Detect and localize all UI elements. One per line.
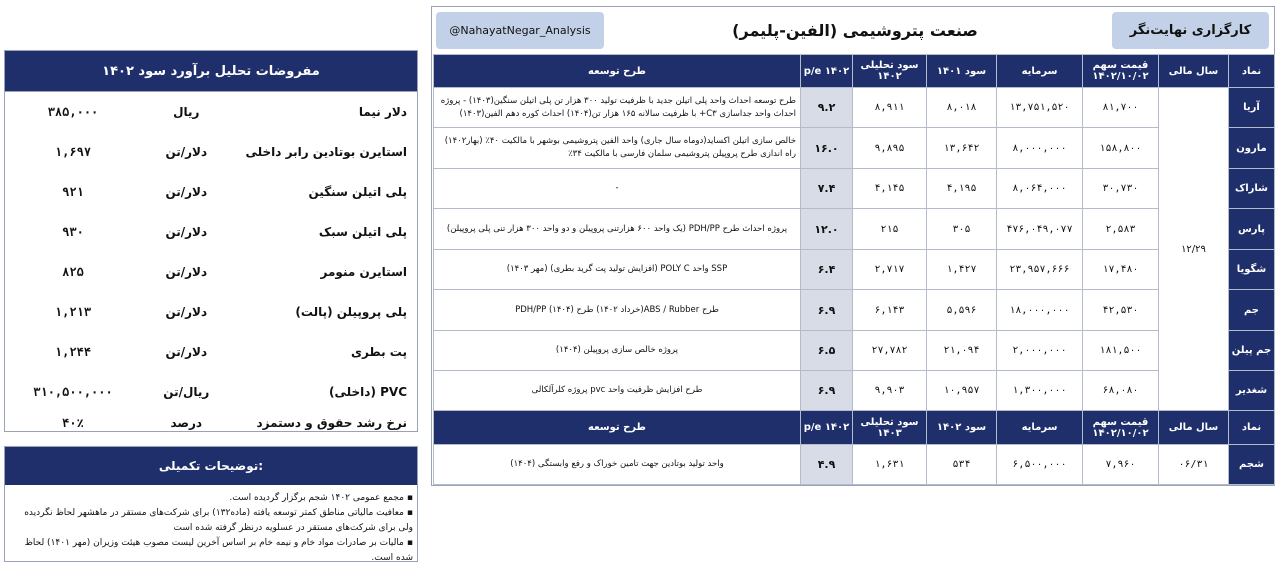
- table-row: [434, 169, 1275, 209]
- companies-table: [433, 54, 1275, 411]
- assumptions-panel: [4, 50, 418, 432]
- plan-cell: واحد تولید بوتادین جهت تامین خوراک و رفع وابستگی (۱۴۰۴): [434, 445, 801, 485]
- symbol-cell: شاراک: [1229, 169, 1275, 209]
- symbol-cell: مارون: [1229, 128, 1275, 169]
- eps-1401-cell: ۱۰,۹۵۷: [927, 371, 997, 411]
- table-row: [434, 371, 1275, 411]
- eps-1402-cell: ۴,۱۴۵: [853, 169, 927, 209]
- assumption-item: پلی پروپیلن (پالت): [295, 305, 407, 319]
- assumption-value: ۹۲۱: [62, 185, 84, 199]
- assumption-row: [5, 332, 417, 372]
- plan-cell: پروژه خالص سازی پروپیلن (۱۴۰۴): [434, 331, 801, 371]
- price-cell: ۷,۹۶۰: [1083, 445, 1159, 485]
- pe-cell: ۷.۴: [801, 169, 853, 209]
- table-header-row: [434, 55, 1275, 88]
- assumption-row: [5, 412, 417, 434]
- assumption-unit: دلار/تن: [165, 225, 208, 239]
- assumption-item: نرخ رشد حقوق و دستمزد: [256, 416, 407, 430]
- assumption-row: [5, 212, 417, 252]
- notes-title: توضیحات تکمیلی:: [5, 447, 417, 485]
- header-plan: طرح توسعه: [434, 55, 801, 88]
- pe-cell: ۹.۲: [801, 88, 853, 128]
- symbol-cell: شگویا: [1229, 250, 1275, 290]
- header-capital: سرمایه: [997, 411, 1083, 445]
- assumption-unit: ریال: [173, 105, 200, 119]
- pe-cell: ۶.۵: [801, 331, 853, 371]
- price-cell: ۴۲,۵۳۰: [1083, 290, 1159, 331]
- shajam-table: [433, 410, 1275, 485]
- brokerage-badge: کارگزاری نهایت‌نگر: [1112, 12, 1269, 49]
- assumption-row: [5, 92, 417, 132]
- eps-1401-cell: ۳۰۵: [927, 209, 997, 250]
- capital-cell: ۸,۰۶۴,۰۰۰: [997, 169, 1083, 209]
- assumption-item: پلی اتیلن سبک: [318, 225, 407, 239]
- eps-1403-cell: ۱,۶۳۱: [853, 445, 927, 485]
- social-handle-badge: @NahayatNegar_Analysis: [436, 12, 604, 49]
- assumption-row: [5, 172, 417, 212]
- assumption-unit: دلار/تن: [165, 305, 208, 319]
- symbol-cell: شغدیر: [1229, 371, 1275, 411]
- capital-cell: ۴۷۶,۰۴۹,۰۷۷: [997, 209, 1083, 250]
- assumption-item: پت بطری: [350, 345, 407, 359]
- symbol-cell: شجم: [1229, 445, 1275, 485]
- header-price: قیمت سهم ۱۴۰۲/۱۰/۰۲: [1083, 411, 1159, 445]
- header-plan: طرح توسعه: [434, 411, 801, 445]
- eps-1401-cell: ۵,۵۹۶: [927, 290, 997, 331]
- plan-cell: SSP واحد POLY C (افزایش تولید پت گرید بطری) (مهر ۱۴۰۳): [434, 250, 801, 290]
- notes-list: [9, 491, 413, 566]
- header-eps-1403: سود تحلیلی ۱۴۰۳: [853, 411, 927, 445]
- table-row: [434, 331, 1275, 371]
- header-eps-1402: سود ۱۴۰۲: [927, 411, 997, 445]
- assumption-value: ۹۳۰: [62, 225, 84, 239]
- assumption-unit: ریال/تن: [163, 385, 210, 399]
- eps-1401-cell: ۱۳,۶۴۲: [927, 128, 997, 169]
- header-symbol: نماد: [1229, 55, 1275, 88]
- table-row: [434, 290, 1275, 331]
- assumption-value: ۱,۶۹۷: [54, 145, 92, 159]
- pe-cell: ۶.۴: [801, 250, 853, 290]
- symbol-cell: جم: [1229, 290, 1275, 331]
- assumption-value: ۱,۲۱۳: [54, 305, 92, 319]
- table-row: [434, 250, 1275, 290]
- assumption-value: ۱,۲۴۴: [54, 345, 92, 359]
- price-cell: ۲,۵۸۳: [1083, 209, 1159, 250]
- pe-cell: ۶.۹: [801, 290, 853, 331]
- plan-cell: -: [434, 169, 801, 209]
- plan-cell: طرح توسعه احداث واحد پلی اتیلن جدید با ظرفیت تولید ۳۰۰ هزار تن پلی اتیلن سنگین(۱۴۰۳) - پروژه احداث واحد جداسازی C۳+ با ظرفیت سالانه ۱۶۵ هزار تن(۱۴۰۴) احداث کوره دهم الفین(۱۴۰۳): [434, 88, 801, 128]
- assumption-row: [5, 132, 417, 172]
- assumption-unit: درصد: [170, 416, 203, 430]
- price-cell: ۱۵۸,۸۰۰: [1083, 128, 1159, 169]
- header-symbol: نماد: [1229, 411, 1275, 445]
- assumption-item: پلی اتیلن سنگین: [308, 185, 407, 199]
- assumption-value: ۳۱۰,۵۰۰,۰۰۰: [33, 385, 113, 399]
- industry-title: صنعت پتروشیمی (الفین-پلیمر): [732, 20, 978, 40]
- pe-cell: ۴.۹: [801, 445, 853, 485]
- fiscal-year-cell: ۱۲/۲۹: [1159, 88, 1229, 411]
- note-item: ▪ مالیات بر صادرات مواد خام و نیمه خام بر اساس آخرین لیست مصوب هیئت وزیران (مهر ۱۴۰۱) لحاظ شده است.: [9, 536, 413, 566]
- price-cell: ۱۷,۴۸۰: [1083, 250, 1159, 290]
- eps-1402-cell: ۲,۷۱۷: [853, 250, 927, 290]
- header-fiscal-year: سال مالی: [1159, 55, 1229, 88]
- capital-cell: ۸,۰۰۰,۰۰۰: [997, 128, 1083, 169]
- eps-1402-cell: ۶,۱۴۳: [853, 290, 927, 331]
- assumption-unit: دلار/تن: [165, 145, 208, 159]
- plan-cell: پروژه احداث طرح PDH/PP (یک واحد ۶۰۰ هزارتنی پروپیلن و دو واحد ۳۰۰ هزار تنی پلی پروپیلن): [434, 209, 801, 250]
- eps-1401-cell: ۲۱,۰۹۴: [927, 331, 997, 371]
- table-row: [434, 445, 1275, 485]
- table-row: [434, 88, 1275, 128]
- plan-cell: خالص سازی اتیلن اکساید(دوماه سال جاری) واحد الفین پتروشیمی بوشهر با مالکیت ۴۰٪ (بهار۱۴۰۲) راه اندازی طرح پروپیلن پتروشیمی سلمان فارسی با مالکیت ۳۴٪: [434, 128, 801, 169]
- symbol-cell: پارس: [1229, 209, 1275, 250]
- header-pe: p/e ۱۴۰۲: [801, 411, 853, 445]
- assumptions-table: [5, 92, 417, 434]
- pe-cell: ۶.۹: [801, 371, 853, 411]
- assumption-row: [5, 292, 417, 332]
- header-price: قیمت سهم ۱۴۰۲/۱۰/۰۲: [1083, 55, 1159, 88]
- pe-cell: ۱۲.۰: [801, 209, 853, 250]
- eps-1402-cell: ۸,۹۱۱: [853, 88, 927, 128]
- eps-1402-cell: ۲۷,۷۸۲: [853, 331, 927, 371]
- eps-1402-cell: ۹,۹۰۳: [853, 371, 927, 411]
- eps-1402-cell: ۲۱۵: [853, 209, 927, 250]
- eps-1402-cell: ۵۳۴: [927, 445, 997, 485]
- plan-cell: طرح ABS / Rubber(خرداد ۱۴۰۲) طرح PDH/PP (۱۴۰۴): [434, 290, 801, 331]
- assumption-row: [5, 372, 417, 412]
- table-row: [434, 128, 1275, 169]
- pe-cell: ۱۶.۰: [801, 128, 853, 169]
- note-item: ▪ مجمع عمومی ۱۴۰۲ شجم برگزار گردیده است.: [9, 491, 413, 506]
- capital-cell: ۲۳,۹۵۷,۶۶۶: [997, 250, 1083, 290]
- price-cell: ۱۸۱,۵۰۰: [1083, 331, 1159, 371]
- assumption-item: استایرن بوتادین رابر داخلی: [245, 145, 407, 159]
- eps-1401-cell: ۱,۴۲۷: [927, 250, 997, 290]
- plan-cell: طرح افزایش ظرفیت واحد pvc پروژه کلرآلکالی: [434, 371, 801, 411]
- price-cell: ۶۸,۰۸۰: [1083, 371, 1159, 411]
- capital-cell: ۱,۳۰۰,۰۰۰: [997, 371, 1083, 411]
- assumptions-title: مفروضات تحلیل برآورد سود ۱۴۰۲: [5, 51, 417, 92]
- header-fiscal-year: سال مالی: [1159, 411, 1229, 445]
- assumption-item: دلار نیما: [358, 105, 407, 119]
- eps-1402-cell: ۹,۸۹۵: [853, 128, 927, 169]
- eps-1401-cell: ۴,۱۹۵: [927, 169, 997, 209]
- symbol-cell: آریا: [1229, 88, 1275, 128]
- assumption-value: ۳۸۵,۰۰۰: [47, 105, 99, 119]
- table-row: [434, 209, 1275, 250]
- assumption-unit: دلار/تن: [165, 265, 208, 279]
- assumption-unit: دلار/تن: [165, 185, 208, 199]
- assumption-unit: دلار/تن: [165, 345, 208, 359]
- assumption-value: ۴۰٪: [62, 416, 84, 430]
- assumption-value: ۸۲۵: [62, 265, 84, 279]
- note-item: ▪ معافیت مالیاتی مناطق کمتر توسعه یافته (ماده۱۳۲) برای شرکت‌های مستقر در ماهشهر لحاظ نگردیده ولی برای شرکت‌های مستقر در عسلویه درنظر گرفته شده است: [9, 506, 413, 536]
- assumption-row: [5, 252, 417, 292]
- header-eps-1401: سود ۱۴۰۱: [927, 55, 997, 88]
- price-cell: ۳۰,۷۳۰: [1083, 169, 1159, 209]
- table-header-row: [434, 411, 1275, 445]
- header-eps-1402: سود تحلیلی ۱۴۰۲: [853, 55, 927, 88]
- notes-panel: [4, 446, 418, 562]
- header-pe: p/e ۱۴۰۲: [801, 55, 853, 88]
- capital-cell: ۱۳,۷۵۱,۵۲۰: [997, 88, 1083, 128]
- eps-1401-cell: ۸,۰۱۸: [927, 88, 997, 128]
- symbol-cell: جم پیلن: [1229, 331, 1275, 371]
- capital-cell: ۶,۵۰۰,۰۰۰: [997, 445, 1083, 485]
- header-capital: سرمایه: [997, 55, 1083, 88]
- fiscal-year-cell: ۰۶/۳۱: [1159, 445, 1229, 485]
- assumption-item: PVC (داخلی): [329, 385, 407, 399]
- capital-cell: ۱۸,۰۰۰,۰۰۰: [997, 290, 1083, 331]
- assumption-item: استایرن منومر: [320, 265, 407, 279]
- capital-cell: ۲,۰۰۰,۰۰۰: [997, 331, 1083, 371]
- price-cell: ۸۱,۷۰۰: [1083, 88, 1159, 128]
